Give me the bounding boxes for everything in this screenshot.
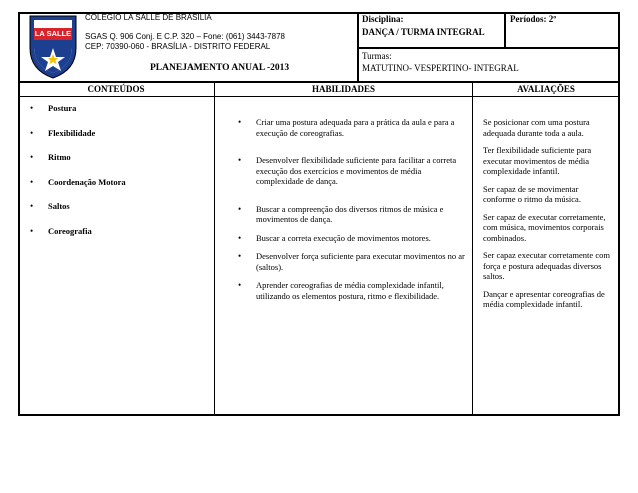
list-item: • Aprender coreografias de média complexidade infantil, utilizando os elementos postura, ritmo e flexibilidade. — [238, 280, 444, 301]
list-item: Ter flexibilidade suficiente para executar movimentos de média complexidade infantil. — [483, 145, 592, 176]
plan-title: PLANEJAMENTO ANUAL -2013 — [150, 63, 290, 73]
bullet-icon: • — [238, 155, 242, 165]
bullet-icon: • — [30, 103, 34, 113]
table-right-border — [618, 12, 620, 416]
bullet-icon: • — [30, 225, 34, 236]
header-separator — [18, 81, 620, 83]
bullet-icon: • — [30, 176, 34, 187]
list-item: Ser capaz de executar corretamente, com música, movimentos corporais combinados. — [483, 211, 606, 243]
list-item: Ser capaz executar corretamente com força e postura adequadas diversos saltos. — [483, 250, 610, 281]
disciplina-label: Disciplina: — [362, 14, 404, 24]
list-item: • Buscar a compreenção dos diversos ritmos de música e movimentos de dança. — [238, 203, 444, 224]
list-item: • Coreografia — [30, 225, 92, 236]
list-item: Ser capaz de se movimentar conforme o ritmo da música. — [483, 183, 581, 204]
avaliacoes-list — [483, 117, 613, 317]
col-header-conteudos: CONTEÚDOS — [87, 84, 145, 94]
list-item: • Postura — [30, 103, 77, 113]
periodos-split-line — [504, 12, 506, 48]
list-item: • Coordenação Motora — [30, 176, 126, 187]
address-line-1: SGAS Q. 906 Conj. E C.P. 320 – Fone: (061) 3443-7878 — [85, 32, 285, 41]
table-left-border — [18, 12, 20, 416]
col-split-1 — [214, 82, 215, 415]
list-item: • Desenvolver força suficiente para executar movimentos no ar (saltos). — [238, 251, 465, 272]
turmas-value: MATUTINO- VESPERTINO- INTEGRAL — [362, 63, 519, 73]
bullet-icon: • — [238, 203, 242, 214]
table-bottom-border — [18, 414, 620, 416]
list-item: • Flexibilidade — [30, 127, 96, 138]
habilidades-list — [232, 117, 468, 301]
bullet-icon: • — [238, 280, 242, 290]
bullet-icon: • — [30, 201, 34, 211]
list-item: • Saltos — [30, 201, 70, 211]
list-item: • Ritmo — [30, 152, 71, 162]
logo-text: LA SALLE — [34, 29, 72, 38]
disciplina-value: DANÇA / TURMA INTEGRAL — [362, 27, 485, 37]
bullet-icon: • — [30, 127, 34, 138]
list-item: • Buscar a correta execução de movimentos motores. — [238, 232, 431, 243]
bullet-icon: • — [238, 117, 242, 127]
school-logo — [28, 14, 78, 80]
list-item: Se posicionar com uma postura adequada durante toda a aula. — [483, 117, 590, 138]
bullet-icon: • — [30, 152, 34, 162]
list-item: • Desenvolver flexibilidade suficiente para facilitar a correta execução dos exercícios e movimentos de média complexidade de dança. — [238, 155, 457, 186]
bullet-icon: • — [238, 251, 242, 261]
conteudos-list — [24, 103, 212, 236]
address-line-2: CEP: 70390-060 - BRASÍLIA - DISTRITO FEDERAL — [85, 42, 271, 51]
col-header-habilidades: HABILIDADES — [311, 84, 376, 94]
list-item: • Criar uma postura adequada para a prática da aula e para a execução de coreografias. — [238, 117, 455, 138]
school-name: COLÉGIO LA SALLE DE BRASÍLIA — [85, 13, 212, 22]
column-header-separator — [18, 96, 620, 97]
periodos-label: Períodos: 2º — [510, 14, 557, 24]
col-header-avaliacoes: AVALIAÇÕES — [517, 84, 575, 94]
bullet-icon: • — [238, 232, 242, 243]
col-split-2 — [472, 82, 473, 415]
turmas-separator — [357, 47, 620, 49]
list-item: Dançar e apresentar coreografias de média complexidade infantil. — [483, 288, 605, 309]
turmas-label: Turmas: — [362, 51, 392, 61]
